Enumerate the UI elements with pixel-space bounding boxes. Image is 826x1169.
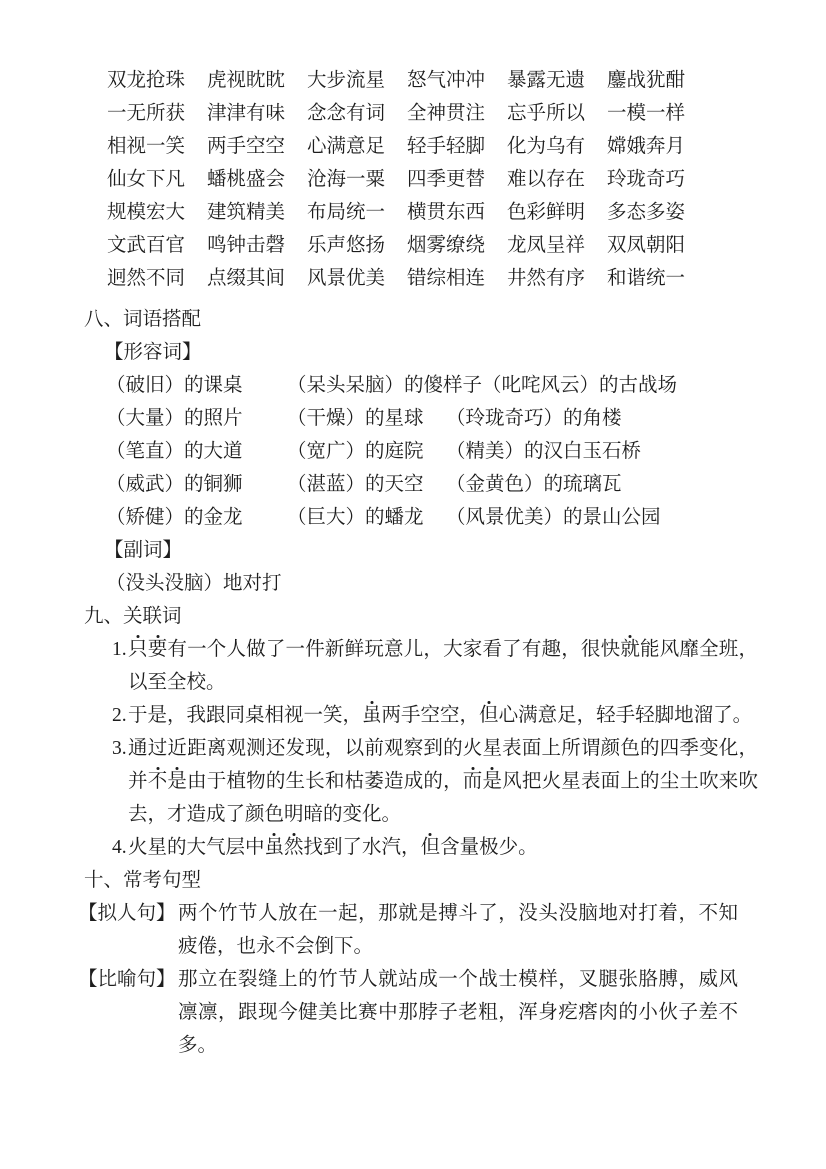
idiom: 暴露无遗: [507, 70, 586, 91]
idiom: 错综相连: [407, 268, 486, 289]
section8-heading: 八、词语搭配: [84, 309, 202, 330]
idiom: 两手空空: [207, 136, 286, 157]
idiom: 烟雾缭绕: [407, 235, 486, 256]
idiom: 乐声悠扬: [307, 235, 386, 256]
word-pair: （笔直）的大道: [106, 441, 243, 462]
emphasized-char: 然: [284, 837, 304, 858]
idiom: 心满意足: [307, 136, 386, 157]
idiom: 横贯东西: [407, 202, 486, 223]
word-pair: （破旧）的课桌: [106, 375, 243, 396]
word-pair-row: [106, 468, 826, 501]
sentence-number: 2.: [112, 705, 127, 726]
emphasized-char: 要: [147, 639, 168, 660]
idiom: 嫦娥奔月: [607, 136, 686, 157]
word-pair-row: [106, 402, 826, 435]
sentence-text: 火星的大气层中虽然找到了水汽，但含量极少。: [128, 837, 538, 858]
emphasized-char: 虽: [362, 705, 382, 726]
pattern-text: 那立在裂缝上的竹节人就站成一个战士模样，叉腿张胳膊，威风凛凛，跟现今健美比赛中那脖子老粗，浑身疙瘩肉的小伙子差不多。: [178, 969, 738, 1056]
pattern-item: [78, 963, 826, 1062]
idiom: 玲珑奇巧: [607, 169, 686, 190]
idiom: 多态多姿: [607, 202, 686, 223]
emphasized-char: 只: [128, 639, 148, 660]
word-pair: （玲珑奇巧）的角楼: [446, 408, 622, 429]
idiom: 和谐统一: [607, 268, 686, 289]
sentence-item: [112, 699, 826, 732]
adjective-pairs: [0, 369, 826, 534]
word-pair: （精美）的汉白玉石桥: [446, 441, 642, 462]
sentence-item: [112, 633, 826, 699]
idiom: 文武百官: [107, 235, 186, 256]
adverb-item: （没头没脑）地对打: [106, 573, 282, 594]
idiom: 规模宏大: [107, 202, 186, 223]
idiom: 点缀其间: [207, 268, 286, 289]
idiom: 龙凤呈祥: [507, 235, 586, 256]
idiom: 蟠桃盛会: [207, 169, 286, 190]
emphasized-char: 但: [479, 705, 499, 726]
idiom: 风景优美: [307, 268, 386, 289]
sentence-text: 于是，我跟同桌相视一笑，虽两手空空，但心满意足，轻手轻脚地溜了。: [128, 705, 753, 726]
emphasized-char: 但: [420, 837, 441, 858]
idiom: 四季更替: [407, 169, 486, 190]
word-pair: （金黄色）的琉璃瓦: [446, 474, 622, 495]
word-pair: （干燥）的星球: [287, 408, 424, 429]
sentence-number: 4.: [112, 837, 127, 858]
word-pair: （风景优美）的景山公园: [446, 507, 661, 528]
idiom: 鸣钟击磬: [207, 235, 286, 256]
idiom: 一无所获: [107, 103, 186, 124]
sentence-text: 只要有一个人做了一件新鲜玩意儿，大家看了有趣，很快就能风靡全班，以至全校。: [128, 639, 758, 693]
idiom: 怒气冲冲: [407, 70, 486, 91]
word-pair: （呆头呆脑）的傻样子: [287, 375, 483, 396]
idiom: 双龙抢珠: [107, 70, 186, 91]
pattern-list: [0, 897, 826, 1062]
word-pair: （矫健）的金龙: [106, 507, 243, 528]
word-pair: （湛蓝）的天空: [287, 474, 424, 495]
idiom: 鏖战犹酣: [607, 70, 686, 91]
idiom: 相视一笑: [107, 136, 186, 157]
idiom: 忘乎所以: [507, 103, 586, 124]
idiom: 一模一样: [607, 103, 686, 124]
idiom: 双凤朝阳: [607, 235, 686, 256]
idiom: 难以存在: [507, 169, 586, 190]
emphasized-char: 而: [462, 771, 483, 792]
emphasized-char: 虽: [264, 837, 285, 858]
sentence-item: [112, 831, 826, 864]
sentence-text: 通过近距离观测还发现，以前观察到的火星表面上所谓颜色的四季变化，并不是由于植物的生长和枯萎造成的，而是风把火星表面上的尘土吹来吹去，才造成了颜色明暗的变化。: [128, 738, 758, 825]
idiom: 津津有味: [207, 103, 286, 124]
idiom: 沧海一粟: [307, 169, 386, 190]
pattern-item: [78, 897, 826, 963]
section10-heading: 十、常考句型: [84, 870, 202, 891]
pattern-text: 两个竹节人放在一起，那就是搏斗了，没头没脑地对打着，不知疲倦，也永不会倒下。: [178, 903, 738, 957]
idiom: 布局统一: [307, 202, 386, 223]
word-pair: （巨大）的蟠龙: [287, 507, 424, 528]
adjective-label: 【形容词】: [104, 342, 202, 363]
idiom: 全神贯注: [407, 103, 486, 124]
pattern-label: 【拟人句】: [78, 903, 176, 924]
sentence-number: 3.: [112, 738, 127, 759]
adverb-label: 【副词】: [104, 540, 183, 561]
word-pair-row: [106, 435, 826, 468]
idiom: 建筑精美: [207, 202, 286, 223]
sentence-number: 1.: [112, 639, 127, 660]
idiom: 虎视眈眈: [207, 70, 286, 91]
idiom: 井然有序: [507, 268, 586, 289]
idiom: 迥然不同: [107, 268, 186, 289]
section9-heading: 九、关联词: [84, 606, 182, 627]
word-pair: （威武）的铜狮: [106, 474, 243, 495]
idiom: 仙女下凡: [107, 169, 186, 190]
emphasized-char: 就: [620, 639, 641, 660]
word-pair: （叱咤风云）的古战场: [482, 375, 678, 396]
sentence-item: [112, 732, 826, 831]
emphasized-char: 是: [167, 771, 188, 792]
idiom: 色彩鲜明: [507, 202, 586, 223]
sentence-list: [0, 633, 826, 864]
idiom-grid: [107, 64, 826, 295]
idiom: 念念有词: [307, 103, 386, 124]
word-pair: （大量）的照片: [106, 408, 243, 429]
word-pair-row: [106, 501, 826, 534]
emphasized-char: 不: [147, 771, 168, 792]
word-pair-row: [106, 369, 826, 402]
idiom: 大步流星: [307, 70, 386, 91]
idiom: 轻手轻脚: [407, 136, 486, 157]
word-pair: （宽广）的庭院: [287, 441, 424, 462]
pattern-label: 【比喻句】: [78, 969, 176, 990]
idiom: 化为乌有: [507, 136, 586, 157]
emphasized-char: 是: [482, 771, 503, 792]
